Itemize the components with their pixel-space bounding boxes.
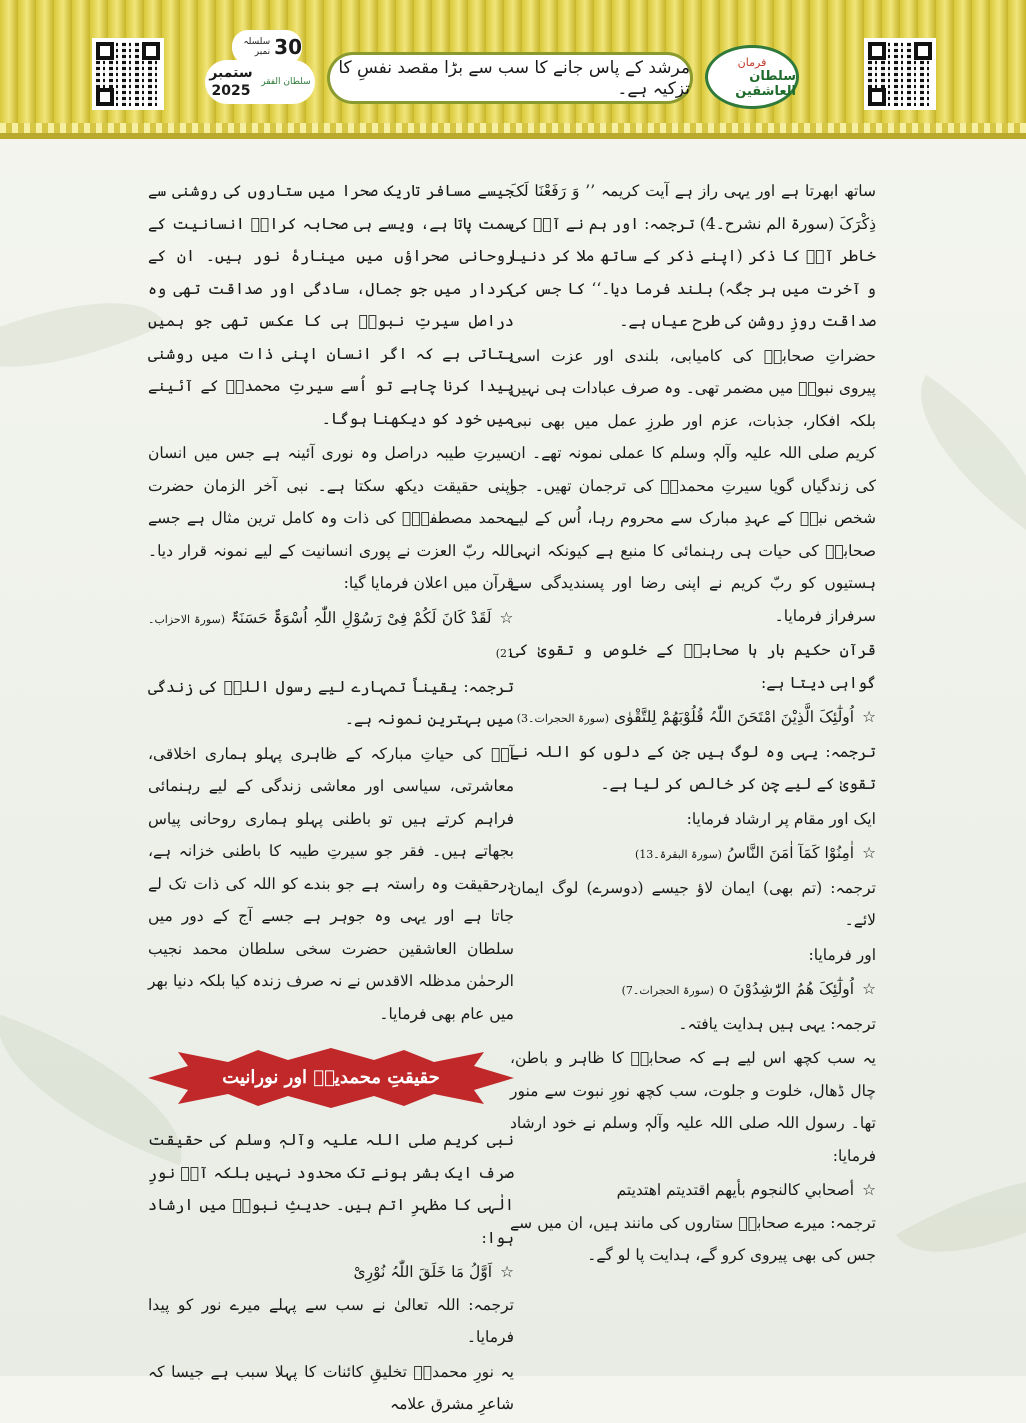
paragraph: اور فرمایا: — [808, 945, 876, 964]
header-band — [0, 123, 1026, 133]
qr-code-right[interactable] — [864, 38, 936, 110]
issue-month: ستمبر — [209, 65, 253, 81]
leaf-watermark — [896, 1135, 1026, 1296]
qr-corner — [96, 42, 114, 60]
star-icon: ☆ — [862, 844, 876, 862]
mini-logo: سلطان الفقر — [261, 77, 311, 87]
star-icon: ☆ — [500, 1263, 514, 1281]
hadith-text: اَوَّلُ مَا خَلَقَ اللّٰہُ نُوْرِیْ — [353, 1263, 493, 1281]
issue-badge — [232, 30, 302, 64]
hadith — [148, 1256, 514, 1289]
paragraph: آپؐ کی حیاتِ مبارکہ کے ظاہری پہلو ہماری اخلاقی، معاشرتی، سیاسی اور معاشی زندگی کے لیے رہنمائی فراہم کرتے ہیں تو باطنی پہلو ہماری روحانی پیاس بجھاتے ہیں۔ فقر جو سیرتِ طیبہ کا باطنی خزانہ ہے، درحقیقت وہ راستہ ہے جو بندے کو اللہ کی ذات تک لے جاتا ہے اور یہی وہ جوہر ہے جسے آج کے دور میں سلطان العاشقین حضرت سخی سلطان محمد نجیب الرحمٰن مدظلہ الاقدس نے نہ صرف زندہ کیا بلکہ دنیا بھر میں عام بھی فرمایا۔ — [148, 744, 514, 1023]
verse-text: اُولٰٓئِکَ الَّذِیْنَ امْتَحَنَ اللّٰہُ قُلُوْبَھُمْ لِلتَّقْوٰی — [613, 708, 855, 726]
paragraph: یہ سب کچھ اس لیے ہے کہ صحابہؓ کا ظاہر و باطن، چال ڈھال، خلوت و جلوت، سب کچھ نورِ نبوت سے منور تھا۔ رسول اللہ صلی اللہ علیہ وآلہٖ وسلم نے خود ارشاد فرمایا: — [510, 1049, 876, 1165]
verse-reference: (سورۃ البقرۃ۔13) — [634, 848, 722, 861]
section-heading: حقیقتِ محمدیہؐ اور نورانیت — [222, 1066, 440, 1088]
issue-number: 30 — [274, 35, 302, 59]
right-column — [510, 175, 876, 1274]
paragraph: قرآنِ حکیم بار ہا صحابہؓ کے خلوص و تقویٰ کی گواہی دیتا ہے: — [510, 641, 876, 692]
qr-corner — [868, 42, 886, 60]
paragraph: ترجمہ: یقیناً تمہارے لیے رسول اللہؐ کی زندگی میں بہترین نمونہ ہے۔ — [148, 677, 514, 728]
qr-corner — [142, 42, 160, 60]
quran-verse — [510, 701, 876, 736]
hadith-text: أصحابي كالنجوم بأيهم اقتديتم اهتديتم — [616, 1181, 855, 1199]
leaf-watermark — [886, 375, 1026, 536]
paragraph: جیسے مسافر تاریک صحرا میں ستاروں کی روشنی سے سمت پاتا ہے، ویسے ہی صحابہ کرامؓ انسانیت کے روحانی صحراؤں میں مینارۂ نور ہیں۔ ان کے کردار میں جو جمال، سادگی اور صداقت تھی وہ دراصل سیرتِ نبویؐ ہی کا عکس تھی جو ہمیں بتاتی ہے کہ اگر انسان اپنی ذات میں روشنی پیدا کرنا چاہے تو اُسے سیرتِ محمدیؐ کے آئینے میں خود کو دیکھنا ہوگا۔ — [148, 182, 514, 428]
quran-verse — [148, 602, 514, 671]
left-column — [148, 175, 514, 1423]
issue-label: سلسلہ نمبر — [243, 37, 271, 57]
paragraph: ترجمہ: (تم بھی) ایمان لاؤ جیسے (دوسرے) لوگ ایمان لائے۔ — [510, 878, 876, 929]
star-icon: ☆ — [862, 708, 876, 726]
issue-date — [205, 60, 315, 104]
qr-corner — [96, 88, 114, 106]
logo-line-2: سلطان العاشقین — [735, 68, 796, 99]
paragraph: سیرتِ طیبہ دراصل وہ نوری آئینہ ہے جس میں انسان اپنی حقیقت دیکھ سکتا ہے۔ نبی آخر الزمان حضرت محمد مصطفیٰؐ کی ذات وہ کامل ترین مثال ہے جسے اللہ ربّ العزت نے پوری انسانیت کے لیے نمونہ قرار دیا۔ قرآن میں اعلان فرمایا گیا: — [148, 444, 514, 592]
quran-verse — [510, 973, 876, 1008]
verse-reference: (سورۃ الاحزاب۔21) — [148, 612, 514, 660]
page-header — [0, 0, 1026, 139]
issue-month-year — [209, 64, 252, 100]
verse-reference: (سورۃ الحجرات۔3) — [516, 712, 609, 725]
paragraph: یہ نورِ محمدیؐ تخلیقِ کائنات کا پہلا سبب ہے جیسا کہ شاعرِ مشرق علامہ — [148, 1362, 514, 1413]
verse-text: اُولٰٓئِکَ ھُمُ الرّٰشِدُوْنَ o — [718, 980, 855, 998]
hadith — [510, 1174, 876, 1207]
farman-logo — [708, 48, 796, 106]
section-heading-banner — [148, 1048, 514, 1108]
star-icon: ☆ — [862, 1181, 876, 1199]
quran-verse — [510, 837, 876, 872]
paragraph: حضراتِ صحابہؓ کی کامیابی، بلندی اور عزت اسی پیروی نبویؐ میں مضمر تھی۔ وہ صرف عبادات ہی نہیں بلکہ افکار، جذبات، عزم اور طرزِ عمل میں بھی نبی کریم صلی اللہ علیہ وآلہٖ وسلم کا عملی نمونہ تھے۔ ان کی زندگیاں گویا سیرتِ محمدیؐ کی ترجمان تھیں۔ جو شخص نبیؐ کے عہدِ مبارک سے محروم رہا، اُس کے لیے صحابہؓ کی حیات ہی رہنمائی کا منبع ہے کیونکہ انہی ہستیوں کو ربّ کریم نے اپنی رضا اور پسندیدگی سے سرفراز فرمایا۔ — [510, 346, 876, 625]
star-icon: ☆ — [862, 980, 876, 998]
qr-corner — [914, 42, 932, 60]
paragraph: ترجمہ: یہی وہ لوگ ہیں جن کے دلوں کو اللہ نے تقویٰ کے لیے چن کر خالص کر لیا ہے۔ — [510, 742, 876, 793]
star-icon: ☆ — [499, 608, 514, 627]
qr-code-left[interactable] — [92, 38, 164, 110]
paragraph: ساتھ ابھرتا ہے اور یہی راز ہے آیت کریمہ ’’ وَ رَفَعْنَا لَکَ ذِکْرَکَ (سورۃ الم نشرح۔4) ترجمہ: اور ہم نے آپؐ کی خاطر آپؐ کا ذکر (اپنے ذکر کے ساتھ ملا کر دنیا و آخرت میں ہر جگہ) بلند فرما دیا۔‘‘ کا جس کی صداقت روزِ روشن کی طرح عیاں ہے۔ — [510, 182, 876, 330]
page-title: مرشد کے پاس جانے کا سب سے بڑا مقصد نفسِ کا تزکیہ ہے۔ — [330, 55, 690, 101]
verse-text: لَقَدْ کَانَ لَکُمْ فِیْ رَسُوْلِ اللّٰہِ اُسْوَۃٌ حَسَنَۃٌ — [230, 608, 492, 627]
logo-line-1: فرمان — [737, 55, 767, 69]
paragraph: ترجمہ: یہی ہیں ہدایت یافتہ۔ — [678, 1014, 876, 1033]
paragraph: ایک اور مقام پر ارشاد فرمایا: — [686, 809, 876, 828]
qr-corner — [868, 88, 886, 106]
paragraph: نبی کریم صلی اللہ علیہ وآلہٖ وسلم کی حقیقت صرف ایک بشر ہونے تک محدود نہیں بلکہ آپؐ نورِ الٰہی کا مظہرِ اتم ہیں۔ حدیثِ نبویؐ میں ارشاد ہوا: — [148, 1131, 514, 1247]
verse-text: اٰمِنُوْا کَمَآ اٰمَنَ النَّاسُ — [726, 844, 855, 862]
paragraph: ترجمہ: اللہ تعالیٰ نے سب سے پہلے میرے نور کو پیدا فرمایا۔ — [148, 1295, 514, 1346]
issue-year: 2025 — [211, 83, 251, 99]
verse-reference: (سورۃ الحجرات۔7) — [621, 984, 714, 997]
leaf-watermark — [0, 261, 165, 409]
paragraph: ترجمہ: میرے صحابہؓ ستاروں کی مانند ہیں، ان میں سے جس کی بھی پیروی کرو گے، ہدایت پا لو گے۔ — [510, 1213, 876, 1264]
